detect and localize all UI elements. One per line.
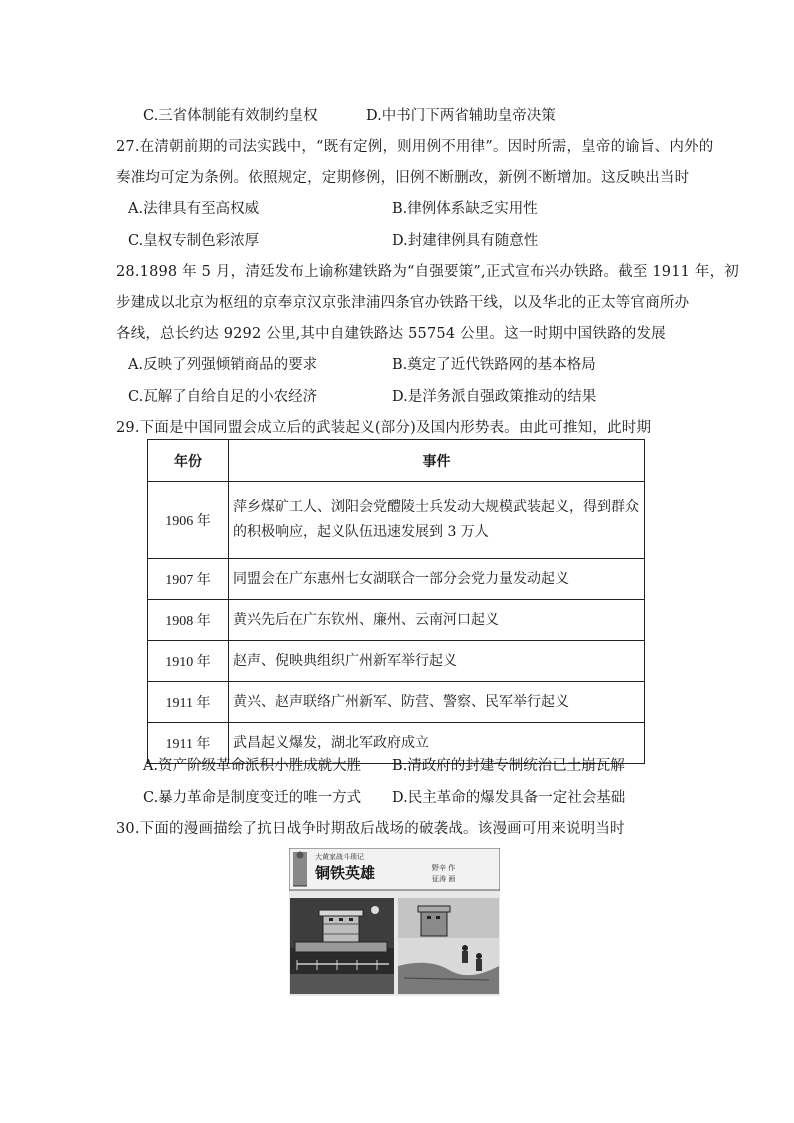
q30-stem: 30.下面的漫画描绘了抗日战争时期敌后战场的破袭战。该漫画可用来说明当时 bbox=[116, 821, 625, 837]
q28-stem-line-3: 各线，总长约达 9292 公里,其中自建铁路达 55754 公里。这一时期中国铁路的发展 bbox=[116, 326, 666, 342]
row-year: 1907 年 bbox=[148, 559, 229, 600]
cartoon-panel-right bbox=[398, 898, 499, 994]
q29-option-a: A.资产阶级革命派积小胜成就大胜 bbox=[143, 758, 362, 774]
table-row bbox=[148, 600, 645, 641]
row-event: 同盟会在广东惠州七女湖联合一部分会党力量发动起义 bbox=[229, 559, 645, 600]
q27-option-b: B.律例体系缺乏实用性 bbox=[392, 201, 538, 217]
q27-option-c: C.皇权专制色彩浓厚 bbox=[128, 233, 260, 249]
q28-stem-line-1: 28.1898 年 5 月，清廷发布上谕称建铁路为“自强要策”,正式宣布兴办铁路。截至 1911 年，初 bbox=[116, 264, 739, 280]
q29-option-d: D.民主革命的爆发具备一定社会基础 bbox=[392, 790, 626, 806]
soldier-illustration bbox=[293, 852, 307, 887]
row-event: 武昌起义爆发，湖北军政府成立 bbox=[229, 723, 645, 764]
row-year: 1908 年 bbox=[148, 600, 229, 641]
row-event: 赵声、倪映典组织广州新军举行起义 bbox=[229, 641, 645, 682]
q27-stem-line-2: 奏准均可定为条例。依照规定，定期修例，旧例不断删改，新例不断增加。这反映出当时 bbox=[116, 170, 690, 186]
q27-stem-line-1: 27.在清朝前期的司法实践中，“既有定例，则用例不用律”。因时所需，皇帝的谕旨、内外的 bbox=[116, 139, 714, 155]
row-year: 1910 年 bbox=[148, 641, 229, 682]
cartoon-title: 铜铁英雄 bbox=[315, 864, 376, 882]
table-row bbox=[148, 682, 645, 723]
row-event: 黄兴、赵声联络广州新军、防营、警察、民军举行起义 bbox=[229, 682, 645, 723]
row-event: 黄兴先后在广东钦州、廉州、云南河口起义 bbox=[229, 600, 645, 641]
row-year: 1911 年 bbox=[148, 682, 229, 723]
cartoon-image bbox=[289, 848, 500, 996]
q26-option-c: C.三省体制能有效制约皇权 bbox=[143, 108, 318, 124]
q28-option-c: C.瓦解了自给自足的小农经济 bbox=[128, 389, 318, 405]
cartoon-credit-artist: 征涛 画 bbox=[432, 875, 456, 883]
q29-option-c: C.暴力革命是制度变迁的唯一方式 bbox=[143, 790, 362, 806]
cartoon-header-small: 大黄家战斗琐记 bbox=[315, 853, 364, 861]
cartoon-panel-left bbox=[290, 898, 394, 994]
row-event: 萍乡煤矿工人、浏阳会党醴陵士兵发动大规模武装起义，得到群众的积极响应，起义队伍迅速发展到 3 万人 bbox=[229, 482, 645, 559]
q27-option-d: D.封建律例具有随意性 bbox=[392, 233, 539, 249]
events-table bbox=[147, 439, 645, 764]
row-year: 1906 年 bbox=[148, 482, 229, 559]
q26-option-d: D.中书门下两省辅助皇帝决策 bbox=[366, 108, 556, 124]
table-row bbox=[148, 641, 645, 682]
table-row bbox=[148, 482, 645, 559]
table-header-row bbox=[148, 440, 645, 482]
q29-option-b: B.清政府的封建专制统治已土崩瓦解 bbox=[392, 758, 625, 774]
header-year: 年份 bbox=[148, 440, 229, 482]
row-year: 1911 年 bbox=[148, 723, 229, 764]
q27-option-a: A.法律具有至高权威 bbox=[128, 201, 260, 217]
q28-option-d: D.是洋务派自强政策推动的结果 bbox=[392, 389, 597, 405]
q28-option-b: B.奠定了近代铁路网的基本格局 bbox=[392, 357, 596, 373]
q28-stem-line-2: 步建成以北京为枢纽的京奉京汉京张津浦四条官办铁路干线，以及华北的正太等官商所办 bbox=[116, 295, 690, 311]
table-row bbox=[148, 559, 645, 600]
cartoon-credit-author: 野辛 作 bbox=[432, 864, 456, 872]
q29-stem: 29.下面是中国同盟会成立后的武装起义(部分)及国内形势表。由此可推知，此时期 bbox=[116, 420, 652, 436]
header-event: 事件 bbox=[229, 440, 645, 482]
q28-option-a: A.反映了列强倾销商品的要求 bbox=[128, 357, 318, 373]
